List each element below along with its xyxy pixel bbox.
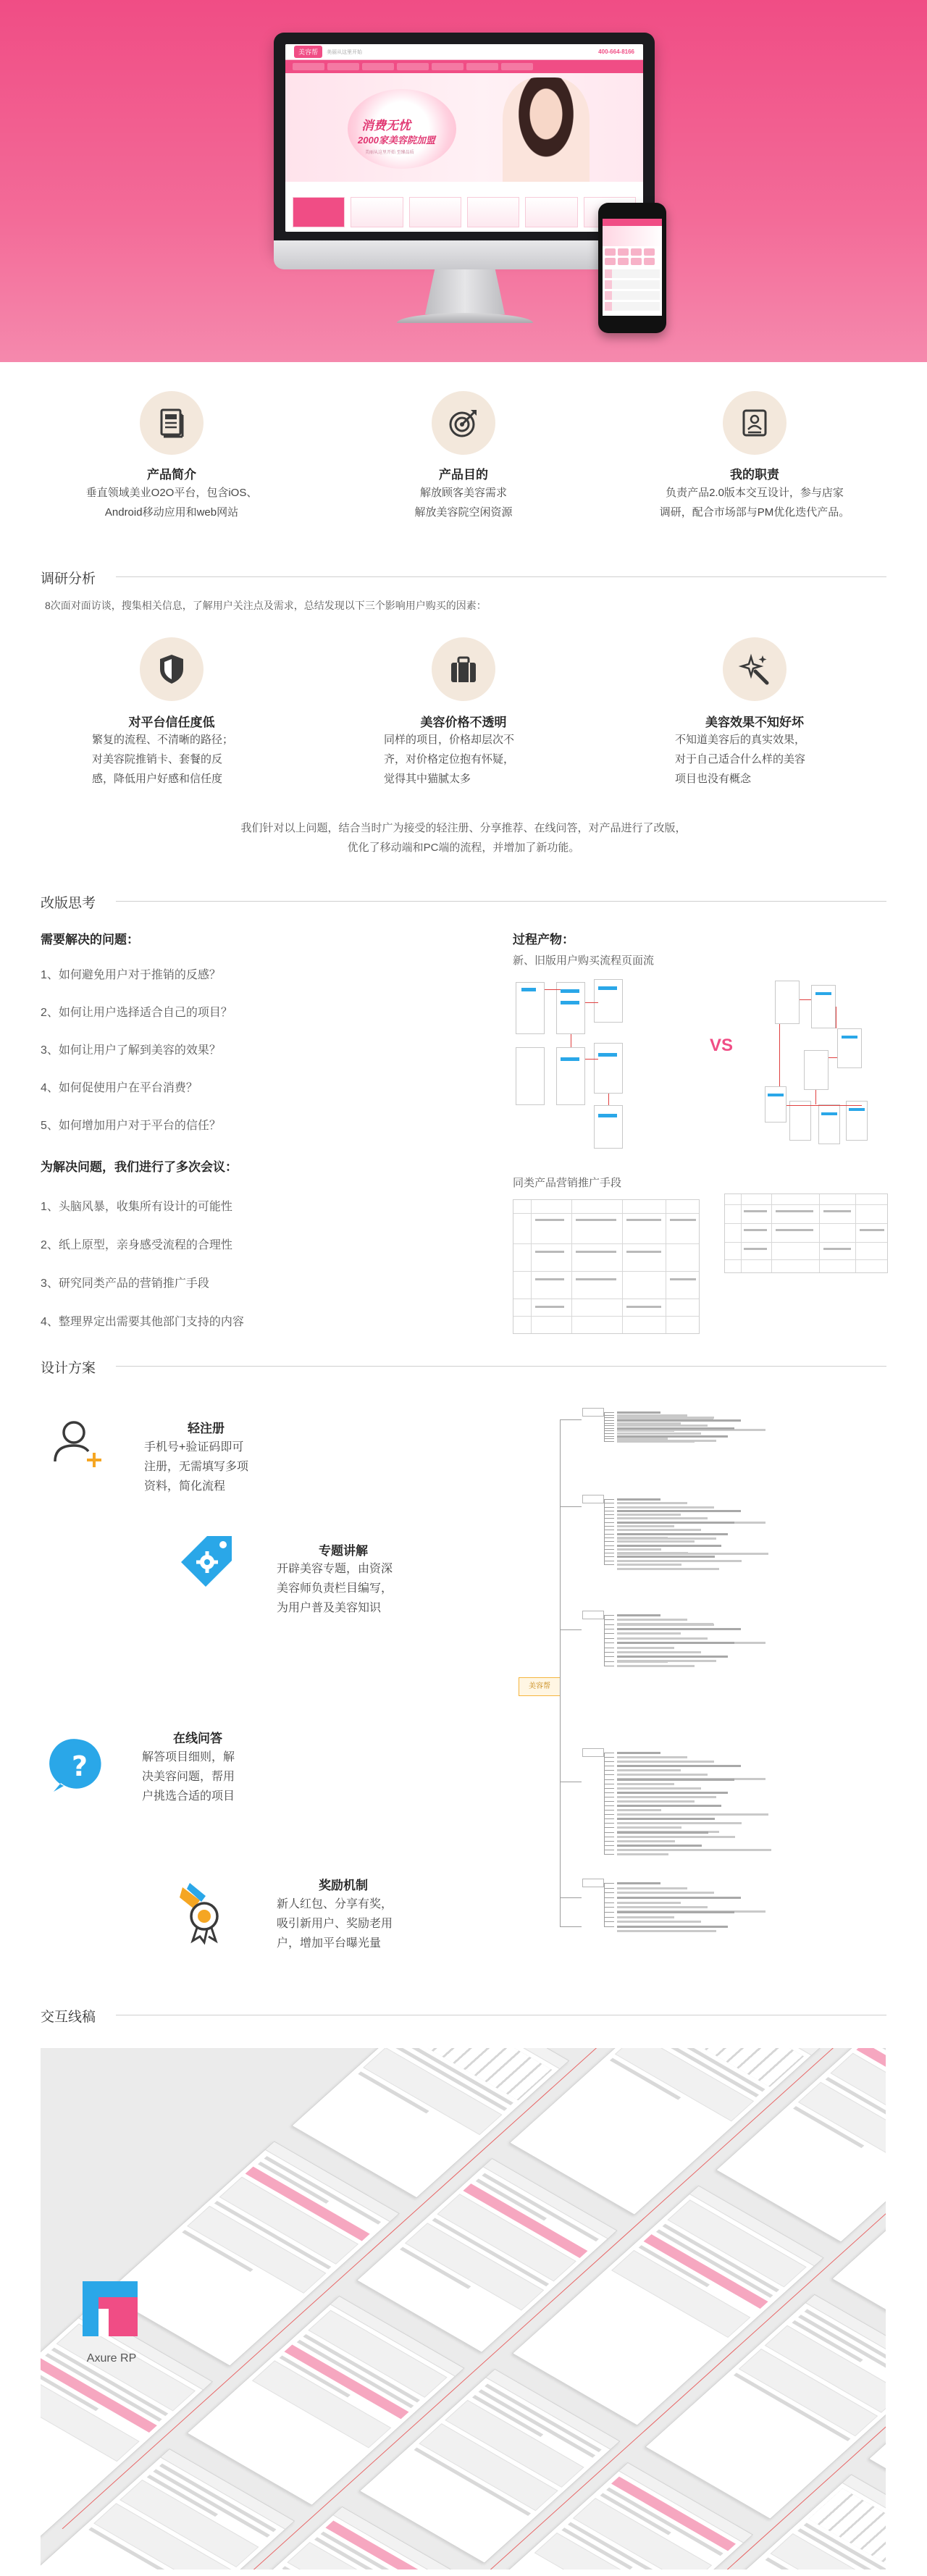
feature-register-title: 轻注册 bbox=[188, 1422, 225, 1435]
hero-banner bbox=[0, 0, 927, 362]
mindmap-leaf bbox=[617, 1651, 701, 1653]
mindmap-leaf bbox=[617, 1911, 734, 1913]
briefcase-icon bbox=[432, 637, 495, 701]
tag-gear-icon bbox=[178, 1532, 239, 1596]
banner-subline: 2000家美容院加盟 bbox=[358, 135, 435, 146]
mindmap-leaf bbox=[617, 1560, 742, 1562]
id-card-icon bbox=[723, 391, 787, 455]
research-summary: 我们针对以上问题，结合当时广为接受的轻注册、分享推荐、在线问答，对产品进行了改版， 优化了移动端和PC端的流程，并增加了新功能。 bbox=[240, 822, 687, 854]
target-icon bbox=[432, 391, 495, 455]
competitor-title: 同类产品营销推广手段 bbox=[513, 1177, 622, 1189]
competitor-table-2 bbox=[724, 1193, 888, 1273]
site-phone: 400-664-8166 bbox=[598, 49, 634, 55]
site-nav bbox=[285, 60, 643, 73]
mindmap-leaf bbox=[617, 1765, 741, 1767]
mindmap-leaf bbox=[617, 1836, 735, 1838]
mindmap-branch bbox=[582, 1611, 604, 1619]
mindmap-leaf bbox=[617, 1552, 688, 1554]
mindmap-leaf bbox=[617, 1916, 674, 1918]
axure-logo-icon bbox=[81, 2280, 139, 2338]
mindmap-leaf bbox=[617, 1556, 715, 1558]
sparkle-icon bbox=[723, 637, 787, 701]
mindmap-branch bbox=[582, 1495, 604, 1503]
mindmap-leaf bbox=[617, 1619, 687, 1621]
mindmap-root: 美容帮 bbox=[519, 1677, 561, 1696]
feature-reward-title: 奖励机制 bbox=[319, 1879, 368, 1892]
intro-text: 垂直领域美业O2O平台，包含iOS、 Android移动应用和web网站 bbox=[85, 487, 258, 519]
feature-topic-text: 开辟美容专题，由资深 美容师负责栏目编写， 为用户普及美容知识 bbox=[277, 1563, 393, 1614]
mindmap-leaf bbox=[617, 1849, 729, 1851]
problem-item: 1、如何避免用户对于推销的反感？ bbox=[41, 969, 221, 981]
mindmap-leaf bbox=[617, 1752, 660, 1754]
mindmap-leaf bbox=[617, 1647, 674, 1649]
mindmap-leaf bbox=[617, 1510, 741, 1512]
factor-effect-title: 美容效果不知好坏 bbox=[705, 716, 804, 729]
new-flowchart bbox=[753, 978, 884, 1159]
section-divider bbox=[116, 576, 886, 577]
meeting-item: 2、纸上原型，亲身感受流程的合理性 bbox=[41, 1239, 232, 1251]
mindmap-leaf bbox=[617, 1417, 714, 1419]
mindmap-leaf bbox=[617, 1498, 660, 1501]
monitor-base bbox=[397, 313, 533, 323]
site-banner bbox=[285, 73, 643, 182]
site-header bbox=[285, 44, 643, 60]
mindmap-leaf bbox=[617, 1533, 728, 1535]
mindmap-leaf bbox=[617, 1425, 708, 1427]
mindmap-leaf bbox=[617, 1514, 681, 1516]
mindmap-leaf bbox=[617, 1756, 687, 1758]
mindmap-leaf bbox=[617, 1926, 728, 1928]
mindmap-leaf bbox=[617, 1897, 741, 1899]
mindmap-leaf bbox=[617, 1792, 728, 1794]
problem-item: 3、如何让用户了解到美容的效果？ bbox=[41, 1044, 221, 1057]
mindmap-leaf bbox=[617, 1432, 701, 1435]
wireframe-section-title: 交互线稿 bbox=[41, 2010, 96, 2025]
document-icon bbox=[140, 391, 204, 455]
mindmap-leaf bbox=[617, 1826, 681, 1829]
vs-label: VS bbox=[710, 1036, 734, 1055]
mindmap-leaf bbox=[617, 1525, 674, 1527]
feature-qa-text: 解答项目细则，解 决美容问题，帮用 户挑选合适的项目 bbox=[142, 1751, 235, 1803]
banner-headline: 消费无忧 bbox=[361, 119, 411, 133]
purpose-text: 解放顾客美容需求 解放美容院空闲资源 bbox=[414, 487, 513, 519]
mindmap-leaf bbox=[617, 1517, 708, 1519]
problem-item: 2、如何让用户选择适合自己的项目？ bbox=[41, 1007, 232, 1019]
mindmap-leaf bbox=[617, 1832, 708, 1834]
mindmap-leaf bbox=[617, 1906, 708, 1908]
meetings-title: 为解决问题，我们进行了多次会议： bbox=[41, 1160, 238, 1174]
mindmap-leaf bbox=[617, 1632, 681, 1635]
mindmap-leaf bbox=[617, 1529, 701, 1531]
mobile-app-screenshot bbox=[603, 219, 662, 316]
mindmap-leaf bbox=[617, 1787, 701, 1790]
mindmap-branch bbox=[582, 1408, 604, 1417]
mindmap-leaf bbox=[617, 1818, 715, 1820]
banner-caption: 美丽从这里开始 至臻品质 bbox=[365, 151, 414, 155]
mindmap-leaf bbox=[617, 1805, 721, 1807]
problem-item: 4、如何促使用户在平台消费？ bbox=[41, 1082, 198, 1094]
mindmap-leaf bbox=[617, 1840, 675, 1842]
intro-title: 产品简介 bbox=[147, 468, 196, 482]
mindmap-leaf bbox=[617, 1564, 681, 1566]
mindmap-leaf bbox=[617, 1822, 742, 1824]
mindmap-leaf bbox=[617, 1761, 714, 1763]
mindmap-leaf bbox=[617, 1540, 695, 1543]
research-intro: 8次面对面访谈，搜集相关信息，了解用户关注点及需求，总结发现以下三个影响用户购买的因素： bbox=[45, 600, 487, 611]
shield-icon bbox=[140, 637, 204, 701]
mindmap-leaf bbox=[617, 1642, 734, 1644]
mindmap-leaf bbox=[617, 1800, 695, 1803]
mindmap-leaf bbox=[617, 1537, 668, 1539]
mindmap-leaf bbox=[617, 1779, 734, 1781]
purpose-title: 产品目的 bbox=[439, 468, 488, 482]
mindmap-branch bbox=[582, 1879, 604, 1887]
axure-label: Axure RP bbox=[86, 2352, 137, 2365]
mindmap-leaf bbox=[617, 1902, 681, 1904]
factor-effect-text: 不知道美容后的真实效果， 对于自己适合什么样的美容 项目也没有概念 bbox=[675, 734, 806, 785]
duty-title: 我的职责 bbox=[730, 468, 779, 482]
mindmap-leaf bbox=[617, 1419, 741, 1422]
mindmap-leaf bbox=[617, 1774, 708, 1776]
website-screenshot bbox=[285, 44, 643, 232]
mindmap-leaf bbox=[617, 1624, 714, 1626]
mindmap-leaf bbox=[617, 1438, 668, 1440]
meeting-item: 4、整理界定出需要其他部门支持的内容 bbox=[41, 1316, 244, 1328]
duty-text: 负责产品2.0版本交互设计，参与店家 调研，配合市场部与PM优化迭代产品。 bbox=[659, 487, 850, 519]
mindmap-leaf bbox=[617, 1887, 687, 1889]
question-icon bbox=[49, 1735, 110, 1800]
rethink-section-title: 改版思考 bbox=[41, 896, 96, 911]
mindmap-leaf bbox=[617, 1892, 714, 1894]
factor-price-title: 美容价格不透明 bbox=[420, 716, 507, 729]
feature-topic-title: 专题讲解 bbox=[319, 1544, 368, 1558]
site-logo: 美容帮 bbox=[294, 46, 322, 58]
mindmap-leaf bbox=[617, 1796, 668, 1798]
site-slogan: 美丽从这里开始 bbox=[327, 49, 363, 55]
factor-trust-text: 繁复的流程、不清晰的路径； 对美容院推销卡、套餐的反 感，降低用户好感和信任度 bbox=[92, 734, 234, 785]
mindmap-branch bbox=[582, 1748, 604, 1757]
factor-price-text: 同样的项目，价格却层次不 齐，对价格定位抱有怀疑， 觉得其中猫腻太多 bbox=[384, 734, 515, 785]
mindmap-leaf bbox=[617, 1548, 661, 1551]
mindmap-leaf bbox=[617, 1502, 687, 1504]
mobile-phone bbox=[598, 203, 666, 333]
mindmap-leaf bbox=[617, 1665, 695, 1667]
feature-register-text: 手机号+验证码即可 注册，无需填写多项 资料，简化流程 bbox=[144, 1441, 249, 1493]
mindmap-leaf bbox=[617, 1440, 695, 1443]
mindmap-leaf bbox=[617, 1813, 688, 1816]
mindmap-leaf bbox=[617, 1853, 668, 1855]
mindmap-leaf bbox=[617, 1845, 702, 1847]
user-plus-icon bbox=[49, 1412, 110, 1477]
design-section-title: 设计方案 bbox=[41, 1361, 96, 1376]
mindmap-leaf bbox=[617, 1637, 708, 1640]
mindmap-leaf bbox=[617, 1506, 714, 1509]
old-flowchart bbox=[513, 978, 694, 1159]
mindmap-leaf bbox=[617, 1411, 660, 1414]
feature-qa-title: 在线问答 bbox=[173, 1732, 222, 1745]
mindmap-leaf bbox=[617, 1656, 728, 1658]
mindmap-leaf bbox=[617, 1809, 661, 1811]
mindmap-leaf bbox=[617, 1921, 701, 1923]
mindmap-leaf bbox=[617, 1545, 721, 1547]
problem-item: 5、如何增加用户对于平台的信任？ bbox=[41, 1120, 221, 1132]
monitor-stand bbox=[425, 269, 505, 314]
meeting-item: 1、头脑风暴，收集所有设计的可能性 bbox=[41, 1201, 232, 1213]
svg-text:?: ? bbox=[71, 1750, 88, 1782]
section-divider bbox=[116, 901, 886, 902]
banner-model-image bbox=[503, 77, 590, 182]
problems-title: 需要解决的问题： bbox=[41, 933, 139, 947]
mindmap-leaf bbox=[617, 1783, 674, 1785]
competitor-table-1 bbox=[513, 1199, 700, 1334]
site-product-row bbox=[285, 193, 643, 232]
process-title: 过程产物： bbox=[513, 933, 574, 947]
section-divider bbox=[116, 1366, 886, 1367]
factor-trust-title: 对平台信任度低 bbox=[128, 716, 215, 729]
process-subtitle: 新、旧版用户购买流程页面流 bbox=[513, 955, 655, 967]
mindmap-leaf bbox=[617, 1882, 660, 1884]
research-section-title: 调研分析 bbox=[41, 571, 96, 587]
mindmap-leaf bbox=[617, 1769, 681, 1771]
mindmap-leaf bbox=[617, 1628, 741, 1630]
mindmap-leaf bbox=[617, 1522, 734, 1524]
mindmap-leaf bbox=[617, 1661, 668, 1663]
wireframe-collage bbox=[41, 2048, 886, 2569]
meeting-item: 3、研究同类产品的营销推广手段 bbox=[41, 1277, 209, 1290]
mindmap-leaf bbox=[617, 1430, 674, 1432]
mindmap-leaf bbox=[617, 1614, 660, 1616]
medal-icon bbox=[174, 1880, 235, 1949]
feature-reward-text: 新人红包、分享有奖， 吸引新用户、奖励老用 户，增加平台曝光量 bbox=[277, 1898, 393, 1950]
